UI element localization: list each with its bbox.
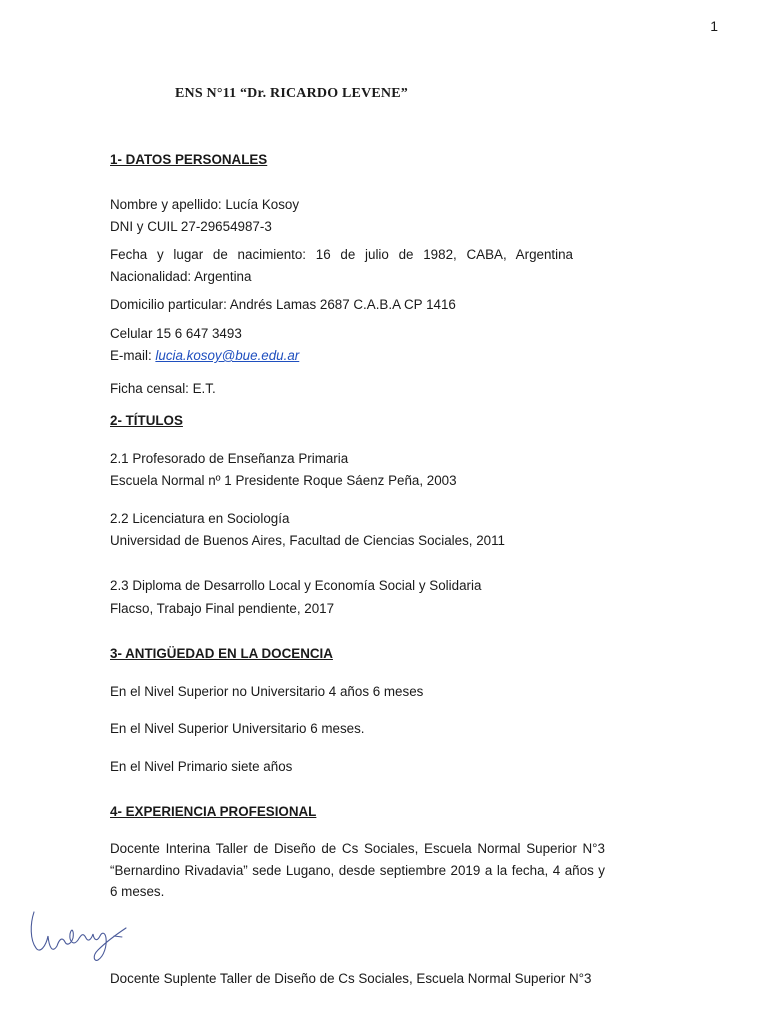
section4-heading: 4- EXPERIENCIA PROFESIONAL — [110, 804, 317, 819]
titulo2-title: 2.2 Licenciatura en Sociología — [110, 511, 290, 526]
email-line — [110, 345, 605, 367]
email-label: E-mail: — [110, 348, 156, 363]
celular-line: Celular 15 6 647 3493 — [110, 326, 242, 341]
titulo3-inst: Flacso, Trabajo Final pendiente, 2017 — [110, 601, 335, 616]
dni-line: DNI y CUIL 27-29654987-3 — [110, 219, 272, 234]
nacimiento-line: Fecha y lugar de nacimiento: 16 de julio de 1982, CABA, Argentina — [110, 247, 573, 262]
section1-heading: 1- DATOS PERSONALES — [110, 152, 268, 167]
titulo3-title: 2.3 Diploma de Desarrollo Local y Economía Social y Solidaria — [110, 578, 482, 593]
email-link[interactable]: lucia.kosoy@bue.edu.ar — [155, 348, 300, 363]
nacionalidad-line: Nacionalidad: Argentina — [110, 269, 252, 284]
domicilio-line: Domicilio particular: Andrés Lamas 2687 C.A.B.A CP 1416 — [110, 297, 456, 312]
section2-heading: 2- TÍTULOS — [110, 413, 183, 428]
antiguedad-line1: En el Nivel Superior no Universitario 4 años 6 meses — [110, 684, 424, 699]
section3-heading: 3- ANTIGÜEDAD EN LA DOCENCIA — [110, 646, 333, 661]
experiencia-item-1: Docente Interina Taller de Diseño de Cs Sociales, Escuela Normal Superior N°3 “Bernardino Rivadavia” sede Lugano, desde septiembre 2019 a la fecha, 4 años y 6 meses. — [110, 841, 605, 899]
antiguedad-line2: En el Nivel Superior Universitario 6 meses. — [110, 721, 365, 736]
titulo1-inst: Escuela Normal nº 1 Presidente Roque Sáenz Peña, 2003 — [110, 473, 457, 488]
titulo1-title: 2.1 Profesorado de Enseñanza Primaria — [110, 451, 349, 466]
titulo2-inst: Universidad de Buenos Aires, Facultad de Ciencias Sociales, 2011 — [110, 533, 506, 548]
handwritten-signature — [26, 906, 136, 969]
school-title: ENS N°11 “Dr. RICARDO LEVENE” — [175, 86, 408, 101]
ficha-line: Ficha censal: E.T. — [110, 381, 216, 396]
page-number: 1 — [710, 18, 718, 34]
nombre-line: Nombre y apellido: Lucía Kosoy — [110, 197, 300, 212]
experiencia-item-2: Docente Suplente Taller de Diseño de Cs Sociales, Escuela Normal Superior N°3 — [110, 971, 592, 986]
antiguedad-line3: En el Nivel Primario siete años — [110, 759, 293, 774]
